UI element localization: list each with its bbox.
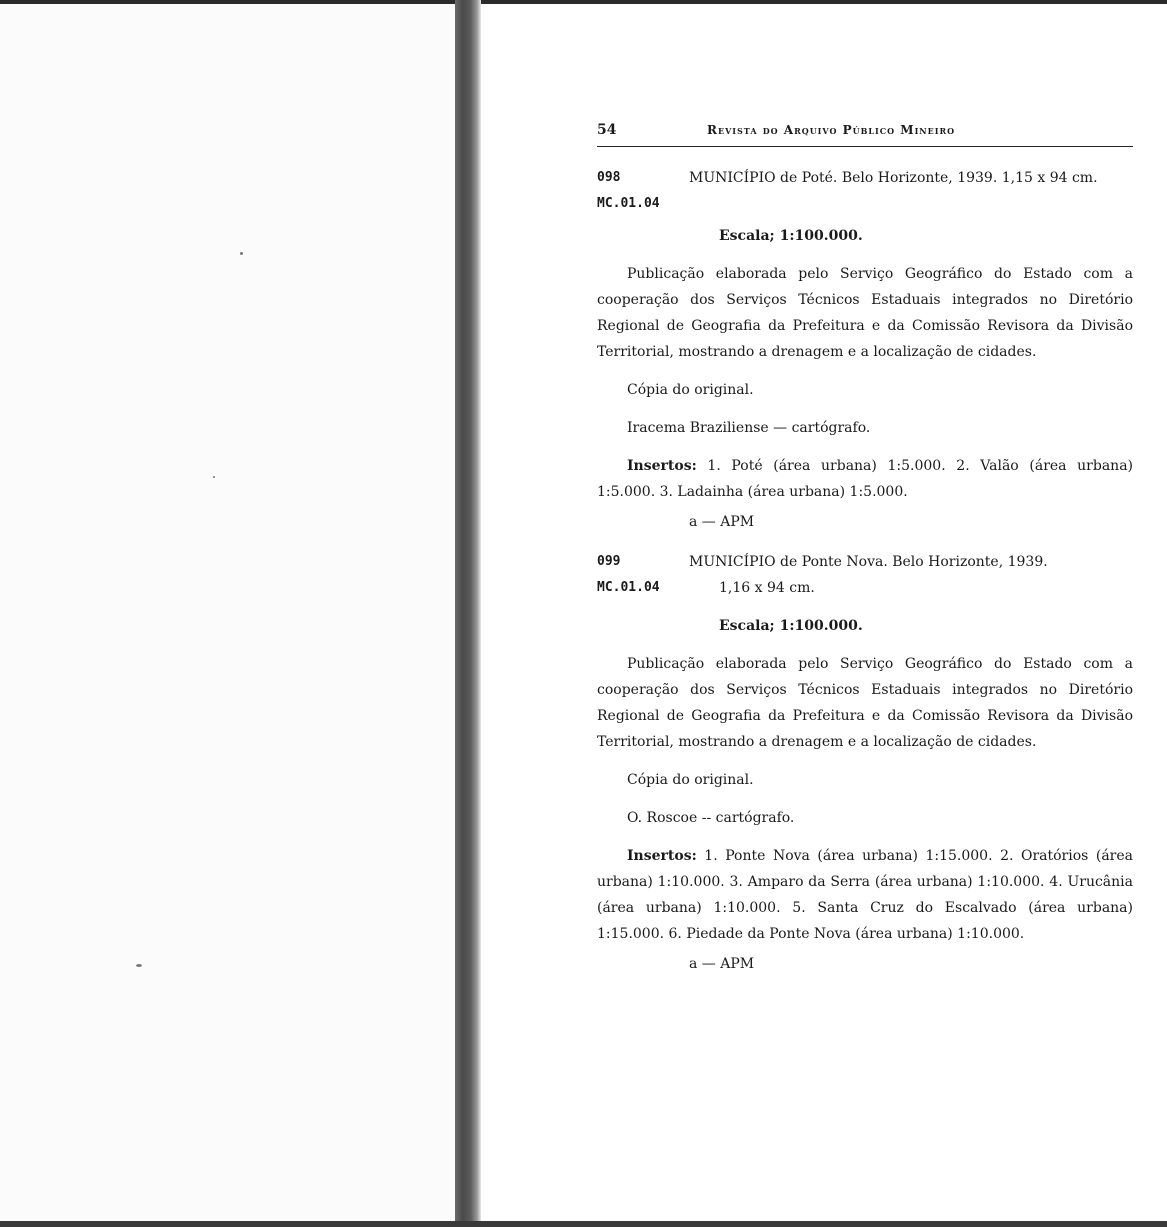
entry-number: 099 (597, 554, 621, 569)
paper-speck (240, 252, 243, 255)
entry-cartographer: Iracema Braziliense — cartógrafo. (627, 420, 871, 436)
entry-codes (597, 165, 687, 217)
insets-text: 1. Ponte Nova (área urbana) 1:15.000. 2. Oratórios (área urbana) 1:10.000. 3. Amparo da Serra (área urbana) 1:10.000. 4. Urucânia (área urbana) 1:10.000. 5. Santa Cruz do Escalvado (área urbana) 1:15.000. 6. Piedade da Ponte Nova (área urbana) 1:10.000. (597, 848, 1134, 942)
entry-codes (597, 549, 687, 601)
paper-speck (136, 964, 142, 967)
entry-code: MC.01.04 (597, 580, 660, 595)
entry-insets (597, 843, 1133, 947)
journal-title: Revista do Arquivo Público Mineiro (707, 123, 956, 137)
book-gutter (455, 0, 481, 1227)
bottom-edge (0, 1221, 1167, 1227)
entry-insets (597, 453, 1133, 505)
entry-publication: Publicação elaborada pelo Serviço Geográfico do Estado com a cooperação dos Serviços Técnicos Estaduais integrados no Diretório Regional de Geografia da Prefeitura e da Comissão Revisora da Divisão Territorial, mostrando a drenagem e a localização de cidades. (597, 266, 1133, 360)
entry-cartographer: O. Roscoe -- cartógrafo. (627, 810, 795, 826)
entry-title: MUNICÍPIO de Poté. Belo Horizonte, 1939. 1,15 x 94 cm. (689, 170, 1098, 186)
scale-value: 1:100.000. (779, 618, 863, 634)
entry-copy: Cópia do original. (627, 772, 754, 788)
scale-label: Escala; (719, 618, 775, 634)
entry-number: 098 (597, 170, 621, 185)
blank-left-page (0, 4, 455, 1221)
entry-code: MC.01.04 (597, 196, 660, 211)
catalog-entry (597, 165, 1133, 535)
right-page (597, 122, 1133, 977)
scale-value: 1:100.000. (779, 228, 863, 244)
insets-label: Insertos: (627, 848, 697, 864)
insets-label: Insertos: (627, 458, 697, 474)
entry-title: MUNICÍPIO de Ponte Nova. Belo Horizonte, 1939. (689, 554, 1048, 570)
entry-credit: a — APM (689, 956, 755, 972)
scale-label: Escala; (719, 228, 775, 244)
paper-speck (213, 476, 215, 478)
entry-copy: Cópia do original. (627, 382, 754, 398)
entry-scale (689, 223, 1133, 249)
running-header (597, 122, 1133, 147)
entry-scale (689, 613, 1133, 639)
catalog-entry (597, 549, 1133, 977)
page-number: 54 (597, 122, 617, 138)
entry-title-continued: 1,16 x 94 cm. (719, 580, 815, 596)
entry-publication: Publicação elaborada pelo Serviço Geográfico do Estado com a cooperação dos Serviços Técnicos Estaduais integrados no Diretório Regional de Geografia da Prefeitura e da Comissão Revisora da Divisão Territorial, mostrando a drenagem e a localização de cidades. (597, 656, 1133, 750)
insets-text: 1. Poté (área urbana) 1:5.000. 2. Valão (área urbana) 1:5.000. 3. Ladainha (área urbana) 1:5.000. (597, 458, 1133, 500)
entry-credit: a — APM (689, 514, 755, 530)
